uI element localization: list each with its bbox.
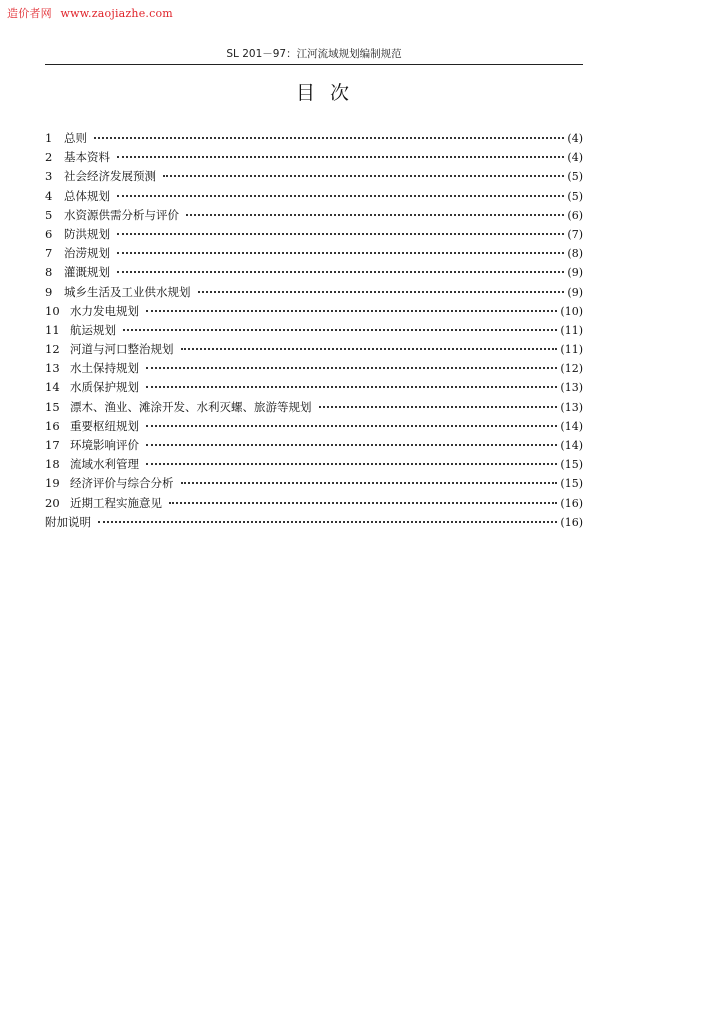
- toc-entry-title: 总体规划: [64, 188, 110, 203]
- toc-entry-title: 城乡生活及工业供水规划: [64, 284, 191, 299]
- toc-dot-leader: [146, 386, 557, 388]
- toc-dot-leader: [117, 233, 564, 235]
- toc-entry-page: (5): [567, 189, 583, 203]
- toc-dot-leader: [146, 310, 557, 312]
- toc-entry-page: (5): [567, 170, 583, 184]
- toc-entry-page: (6): [567, 208, 583, 222]
- toc-entry-title: 水土保持规划: [70, 361, 139, 376]
- toc-dot-leader: [146, 367, 557, 369]
- toc-entry[interactable]: [45, 474, 583, 493]
- toc-dot-leader: [181, 348, 558, 350]
- toc-entry-number: 14: [45, 380, 60, 395]
- toc-entry-number: 8: [45, 265, 53, 280]
- toc-entry[interactable]: [45, 378, 583, 397]
- toc-dot-leader: [117, 252, 564, 254]
- toc-entry-number: 9: [45, 284, 53, 299]
- watermark-url[interactable]: www.zaojiazhe.com: [60, 7, 173, 20]
- toc-entry-page: (4): [567, 151, 583, 165]
- toc-entry[interactable]: [45, 129, 583, 148]
- toc-entry-number: 18: [45, 457, 60, 472]
- toc-entry-title: 漂木、渔业、滩涂开发、水利灭螺、旅游等规划: [70, 399, 312, 414]
- toc-entry-title: 环境影响评价: [70, 438, 139, 452]
- toc-dot-leader: [181, 482, 558, 484]
- toc-entry-page: (15): [560, 477, 583, 491]
- toc-dot-leader: [117, 195, 564, 197]
- toc-dot-leader: [94, 137, 564, 139]
- toc-entry-title: 防洪规划: [64, 226, 110, 241]
- toc-entry-number: 6: [45, 226, 53, 241]
- toc-entry-number: 4: [45, 188, 53, 203]
- toc-entry-title: 航运规划: [70, 322, 116, 337]
- toc-entry-number: 17: [45, 438, 60, 452]
- toc-entry[interactable]: [45, 417, 583, 436]
- toc-dot-leader: [123, 329, 557, 331]
- toc-entry-page: (9): [567, 266, 583, 280]
- toc-entry-number: 11: [45, 322, 60, 337]
- toc-entry-title: 经济评价与综合分析: [70, 476, 174, 491]
- toc-entry-page: (14): [560, 439, 583, 452]
- toc-entry[interactable]: [45, 148, 583, 167]
- toc-entry-title: 附加说明: [45, 514, 91, 529]
- watermark-site-name: 造价者网: [7, 7, 52, 20]
- toc-entry[interactable]: [45, 225, 583, 244]
- toc-entry-number: 5: [45, 207, 53, 222]
- toc-entry-page: (16): [560, 515, 583, 529]
- toc-entry[interactable]: [45, 436, 583, 455]
- toc-entry-number: 15: [45, 399, 60, 414]
- toc-entry-title: 水质保护规划: [70, 380, 139, 395]
- toc-entry[interactable]: [45, 494, 583, 513]
- toc-entry-page: (13): [560, 381, 583, 395]
- toc-title: 目次: [295, 82, 364, 104]
- toc-dot-leader: [169, 502, 557, 504]
- toc-entry[interactable]: [45, 244, 583, 263]
- toc-entry-page: (15): [560, 458, 583, 472]
- toc-entry-page: (13): [560, 400, 583, 414]
- toc-dot-leader: [146, 425, 557, 427]
- toc-dot-leader: [163, 175, 564, 177]
- toc-entry-page: (14): [560, 419, 583, 433]
- toc-entry-page: (8): [567, 247, 583, 261]
- toc-entry-title: 水资源供需分析与评价: [64, 207, 179, 222]
- toc-entry-number: 20: [45, 495, 60, 510]
- toc-entry[interactable]: [45, 398, 583, 417]
- toc-entry[interactable]: [45, 302, 583, 321]
- header-rule: [45, 64, 583, 65]
- toc-entry-page: (11): [560, 323, 583, 337]
- toc-entry-title: 重要枢纽规划: [70, 418, 139, 433]
- toc-entry-number: 12: [45, 342, 60, 357]
- toc-entry[interactable]: [45, 455, 583, 474]
- toc-entry-number: 19: [45, 476, 60, 491]
- toc-dot-leader: [117, 271, 564, 273]
- toc-entry-title: 河道与河口整治规划: [70, 342, 174, 357]
- toc-entry-title: 总则: [64, 131, 87, 145]
- toc-entry-number: 7: [45, 246, 53, 261]
- toc-entry[interactable]: [45, 283, 583, 302]
- toc-dot-leader: [146, 444, 557, 446]
- watermark: [7, 5, 173, 21]
- toc-entry-page: (10): [560, 304, 583, 318]
- toc-entry[interactable]: [45, 167, 583, 186]
- toc-entry-number: 3: [45, 169, 53, 184]
- toc-entry-number: 10: [45, 303, 60, 318]
- toc-entry[interactable]: [45, 263, 583, 282]
- toc-entry[interactable]: [45, 340, 583, 359]
- toc-entry-title: 近期工程实施意见: [70, 495, 162, 510]
- toc-entry-number: 16: [45, 418, 60, 433]
- toc-dot-leader: [117, 156, 564, 158]
- toc-dot-leader: [198, 291, 565, 293]
- toc-entry-number: 2: [45, 150, 53, 165]
- toc-entry[interactable]: [45, 187, 583, 206]
- toc-entry-page: (9): [567, 285, 583, 299]
- toc-entry-title: 治涝规划: [64, 246, 110, 261]
- toc-entry-title: 社会经济发展预测: [64, 169, 156, 184]
- toc-entry-title: 水力发电规划: [70, 303, 139, 318]
- toc-entry-number: 13: [45, 361, 60, 376]
- running-header: SL 201－97：江河流域规划编制规范: [226, 48, 402, 60]
- toc-entry-page: (16): [560, 496, 583, 510]
- toc-entry-page: (11): [560, 343, 583, 357]
- toc-entry[interactable]: [45, 513, 583, 532]
- toc-dot-leader: [146, 463, 557, 465]
- toc-dot-leader: [98, 521, 557, 523]
- toc-entry-title: 灌溉规划: [64, 265, 110, 280]
- toc-entry-title: 流域水利管理: [70, 457, 139, 472]
- toc-entry-number: 1: [45, 131, 53, 145]
- toc-entry[interactable]: [45, 321, 583, 340]
- toc-entry-page: (12): [560, 362, 583, 376]
- toc-entry[interactable]: [45, 206, 583, 225]
- toc-entry-page: (4): [567, 132, 583, 145]
- toc-entry-title: 基本资料: [64, 150, 110, 165]
- toc-entry[interactable]: [45, 359, 583, 378]
- toc-dot-leader: [319, 406, 558, 408]
- toc-dot-leader: [186, 214, 564, 216]
- toc-entry-page: (7): [567, 227, 583, 241]
- table-of-contents: [45, 129, 583, 532]
